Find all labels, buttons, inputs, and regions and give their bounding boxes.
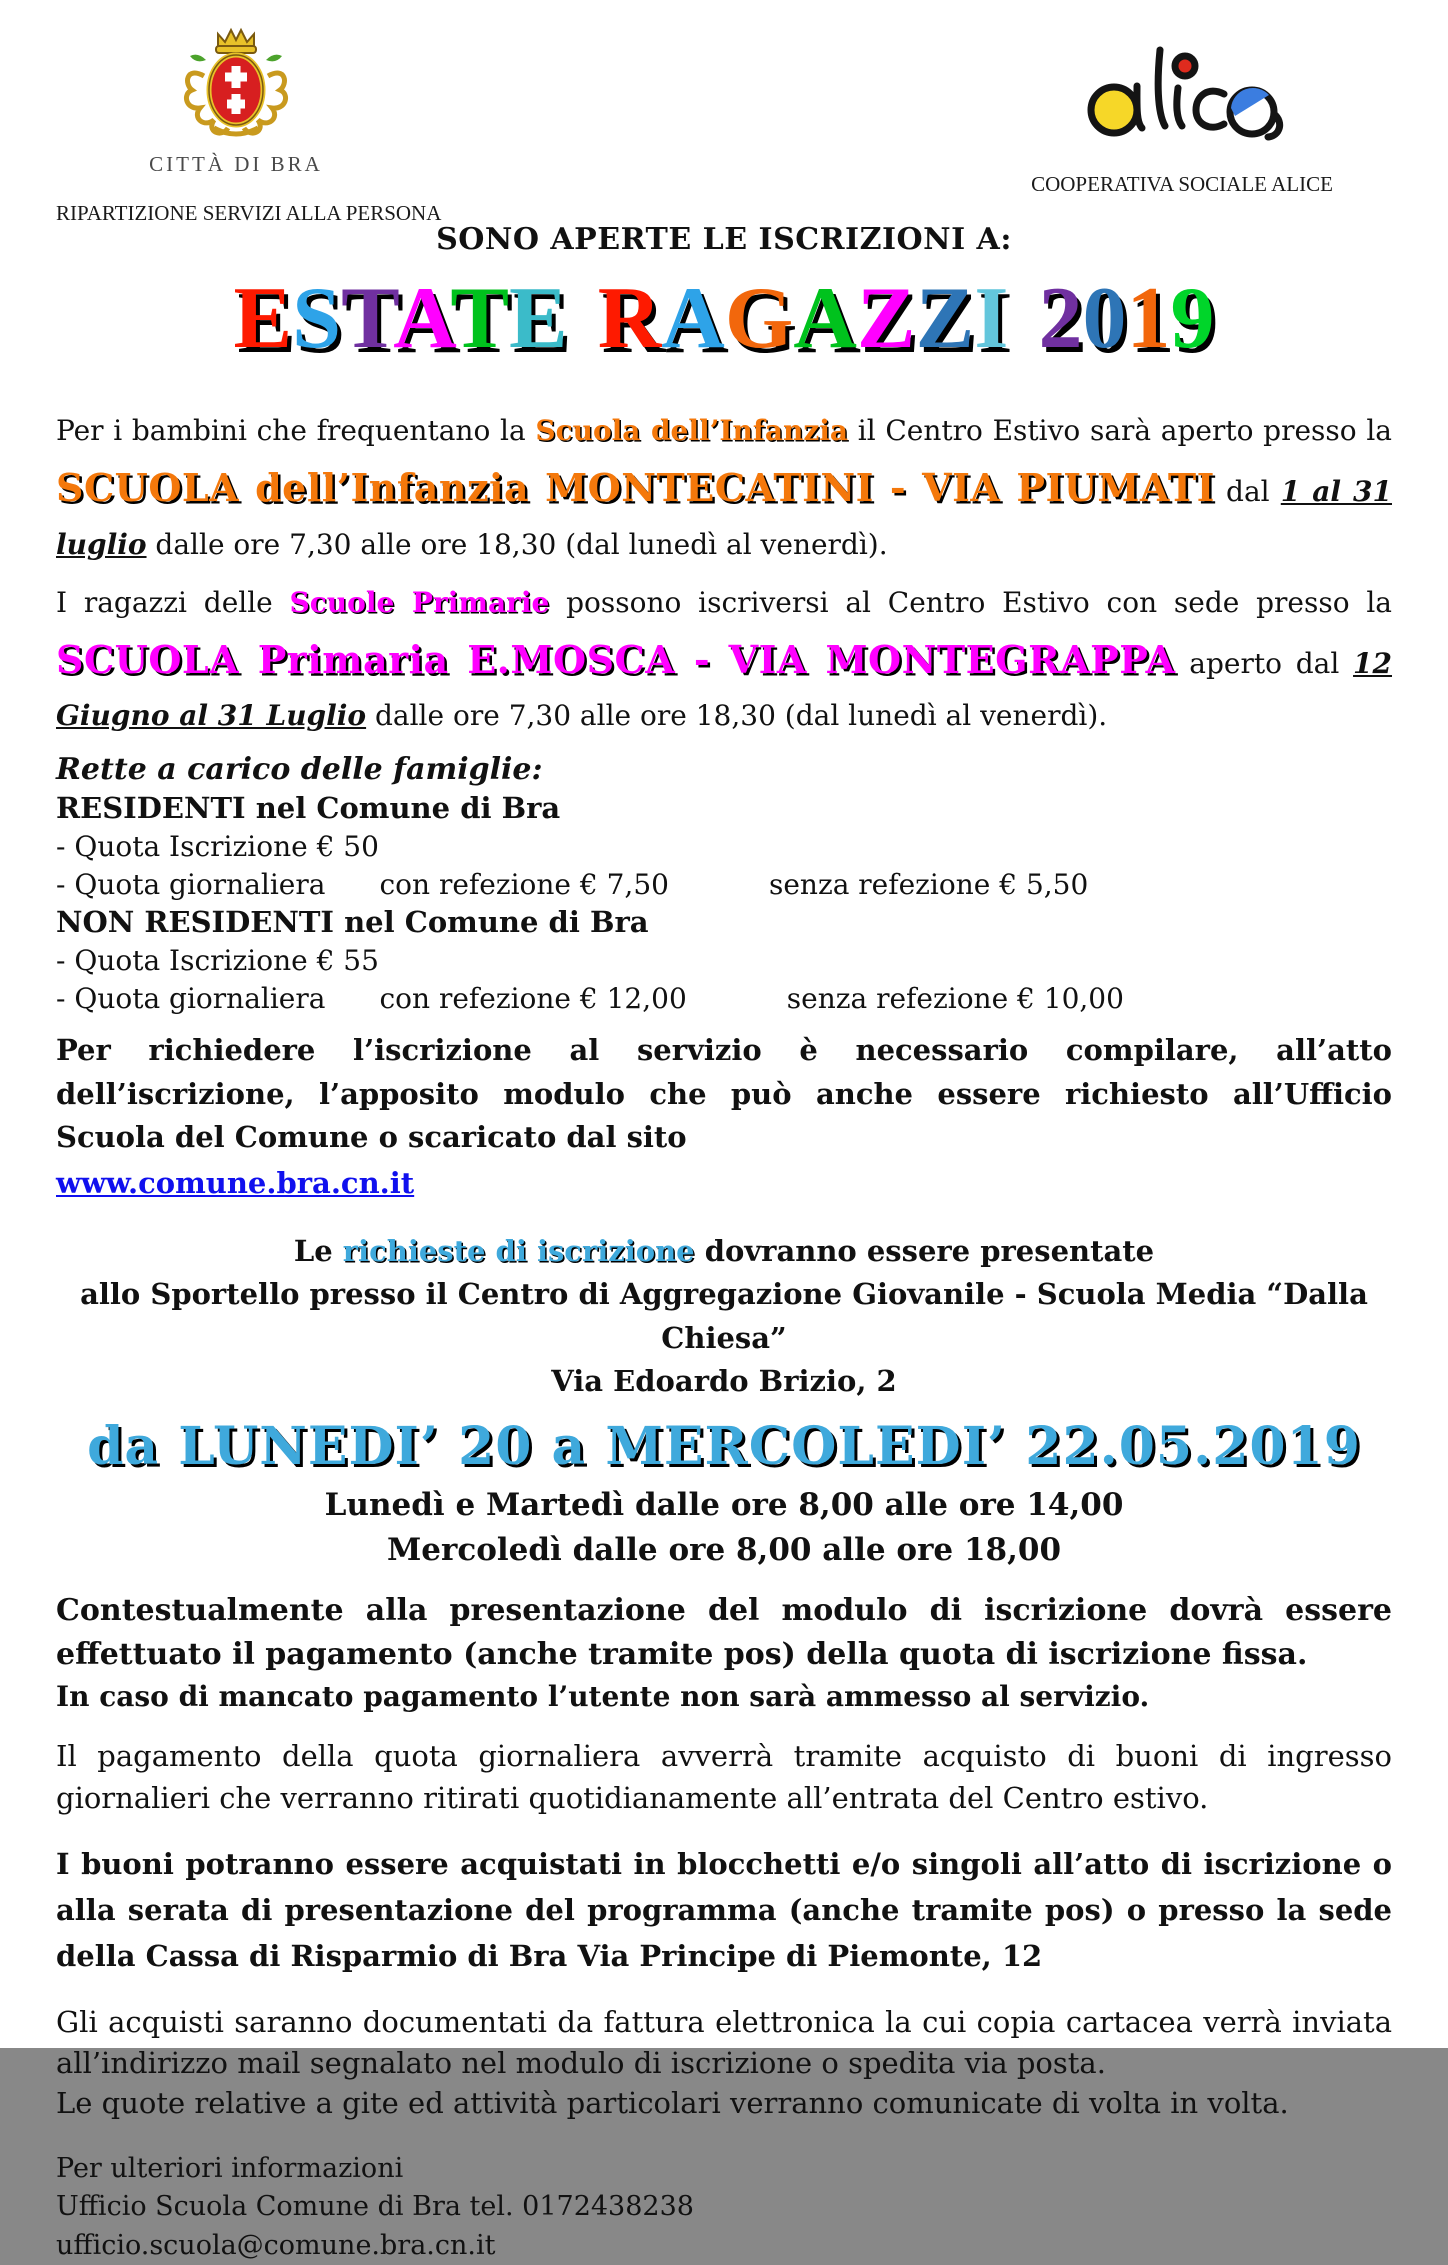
- page-title: [56, 270, 1392, 397]
- infanzia-paragraph: [56, 407, 1392, 569]
- primaria-text-1: I ragazzi delle: [56, 585, 290, 619]
- title-letter: Z: [856, 270, 916, 367]
- fees-section: [56, 752, 1392, 1015]
- infanzia-text-2: il Centro Estivo sarà aperto presso la: [848, 414, 1392, 447]
- residents-daily-with-meal: con refezione € 7,50: [379, 868, 669, 902]
- title-letter: E: [509, 270, 568, 367]
- title-letter: S: [292, 270, 342, 367]
- title-letter: 2: [1038, 270, 1083, 367]
- invoice-paragraph: Gli acquisti saranno documentati da fattura elettronica la cui copia cartacea verrà inviata all’indirizzo mail segnalato nel modulo di iscrizione o spedita via posta.: [56, 2004, 1392, 2080]
- payment-notice: Contestualmente alla presentazione del modulo di iscrizione dovrà essere effettuato il pagamento (anche tramite pos) della quota di iscrizione fissa.: [56, 1592, 1392, 1673]
- title-letter: R: [597, 270, 662, 367]
- opening-hours: [56, 1483, 1392, 1573]
- non-residents-enrollment-fee: - Quota Iscrizione € 55: [56, 944, 379, 978]
- hours-line-1: Lunedì e Martedì dalle ore 8,00 alle ore 14,00: [324, 1486, 1124, 1523]
- trips-note: Le quote relative a gite ed attività particolari verranno comunicate di volta in volta.: [56, 2086, 1289, 2121]
- title-letter: 1: [1126, 270, 1171, 367]
- infanzia-dates: 1 al 31 luglio: [56, 475, 1392, 561]
- primaria-text-3: aperto dal: [1175, 646, 1354, 680]
- bra-coat-of-arms-icon: [176, 24, 296, 150]
- title-letter: Z: [915, 270, 975, 367]
- registration-block: [56, 1230, 1392, 1404]
- non-residents-daily-label: - Quota giornaliera: [56, 982, 326, 1016]
- city-label: CITTÀ DI BRA: [149, 152, 323, 176]
- form-request-paragraph: Per richiedere l’iscrizione al servizio è necessario compilare, all’atto dell’iscrizione, l’apposito modulo che può anche essere richiesto all’Ufficio Scuola del Comune o scaricato dal sito: [56, 1033, 1392, 1155]
- fees-heading: Rette a carico delle famiglie:: [56, 752, 543, 788]
- city-of-bra-block: [56, 24, 476, 226]
- title-letter: 9: [1170, 270, 1215, 367]
- hours-line-2: Mercoledì dalle ore 8,00 alle ore 18,00: [386, 1531, 1062, 1568]
- primaria-dates: 12 Giugno al 31 Luglio: [56, 646, 1392, 733]
- title-letter: I: [974, 270, 1009, 367]
- title-letter: 0: [1082, 270, 1127, 367]
- title-letter: A: [393, 270, 451, 367]
- infanzia-school-venue: SCUOLA dell’Infanzia MONTECATINI - VIA PIUMATI: [56, 465, 1215, 511]
- primaria-text-4: dalle ore 7,30 alle ore 18,30 (dal lunedì al venerdì).: [366, 699, 1108, 733]
- sportello-line: allo Sportello presso il Centro di Aggregazione Giovanile - Scuola Media “Dalla Chiesa”: [80, 1277, 1368, 1355]
- non-residents-daily-without-meal: senza refezione € 10,00: [786, 982, 1124, 1016]
- residents-title: RESIDENTI nel Comune di Bra: [56, 791, 561, 826]
- richieste-line: [56, 1230, 1392, 1274]
- title-letter: E: [233, 270, 293, 367]
- title-letter: G: [724, 270, 794, 367]
- richieste-highlight: richieste di iscrizione: [342, 1233, 695, 1268]
- alice-block: [972, 24, 1392, 197]
- title-letter: A: [793, 270, 857, 367]
- department-label: RIPARTIZIONE SERVIZI ALLA PERSONA: [56, 201, 442, 225]
- infanzia-text-3: dal: [1214, 475, 1281, 509]
- footer-info: [56, 2150, 1392, 2265]
- enrollment-notice: SONO APERTE LE ISCRIZIONI A:: [436, 222, 1012, 257]
- infanzia-text-4: dalle ore 7,30 alle ore 18,30 (dal lunedì al venerdì).: [146, 527, 888, 561]
- non-residents-title: NON RESIDENTI nel Comune di Bra: [56, 905, 649, 940]
- residents-daily-without-meal: senza refezione € 5,50: [768, 868, 1089, 902]
- title-letter: T: [450, 270, 510, 367]
- address-line: Via Edoardo Brizio, 2: [551, 1364, 897, 1399]
- infanzia-text-1: Per i bambini che frequentano la: [56, 414, 536, 447]
- non-residents-daily-fee: [56, 982, 1392, 1015]
- info-heading: Per ulteriori informazioni: [56, 2153, 404, 2185]
- alice-logo-icon: [1072, 24, 1292, 146]
- comune-website-link[interactable]: www.comune.bra.cn.it: [56, 1165, 415, 1200]
- title-letter: T: [341, 270, 394, 367]
- coop-label: COOPERATIVA SOCIALE ALICE: [1031, 172, 1333, 196]
- richieste-text-1: Le: [293, 1233, 343, 1268]
- office-email: ufficio.scuola@comune.bra.cn.it: [56, 2229, 496, 2261]
- primaria-school-venue: SCUOLA Primaria E.MOSCA - VIA MONTEGRAPPA: [56, 636, 1176, 682]
- residents-daily-fee: [56, 868, 1392, 901]
- enrollment-dates-banner: da LUNEDI’ 20 a MERCOLEDI’ 22.05.2019: [87, 1415, 1361, 1477]
- primaria-text-2: possono iscriversi al Centro Estivo con sede presso la: [549, 585, 1392, 619]
- infanzia-school-name: Scuola dell’Infanzia: [535, 414, 849, 447]
- residents-daily-label: - Quota giornaliera: [56, 868, 326, 902]
- residents-enrollment-fee: - Quota Iscrizione € 50: [56, 830, 379, 864]
- header: [56, 24, 1392, 225]
- primaria-paragraph: [56, 579, 1392, 741]
- richieste-text-2: dovranno essere presentate: [694, 1233, 1155, 1268]
- vouchers-paragraph: I buoni potranno essere acquistati in blocchetti e/o singoli all’atto di iscrizione o alla serata di presentazione del programma (anche tramite pos) o presso la sede della Cassa di Risparmio di Bra Via Principe di Piemonte, 12: [56, 1846, 1392, 1974]
- title-word-2019: [1038, 270, 1215, 367]
- title-word-ragazzi: [597, 270, 1009, 367]
- payment-warning: In caso di mancato pagamento l’utente non sarà ammesso al servizio.: [56, 1679, 1150, 1713]
- title-letter: A: [661, 270, 725, 367]
- title-word-estate: [233, 270, 568, 367]
- daily-fee-paragraph: Il pagamento della quota giornaliera avverrà tramite acquisto di buoni di ingresso giornalieri che verranno ritirati quotidianamente all’entrata del Centro estivo.: [56, 1738, 1392, 1815]
- non-residents-daily-with-meal: con refezione € 12,00: [379, 982, 687, 1016]
- office-phone-line: Ufficio Scuola Comune di Bra tel. 0172438238: [56, 2191, 694, 2223]
- primaria-school-name: Scuole Primarie: [289, 585, 550, 619]
